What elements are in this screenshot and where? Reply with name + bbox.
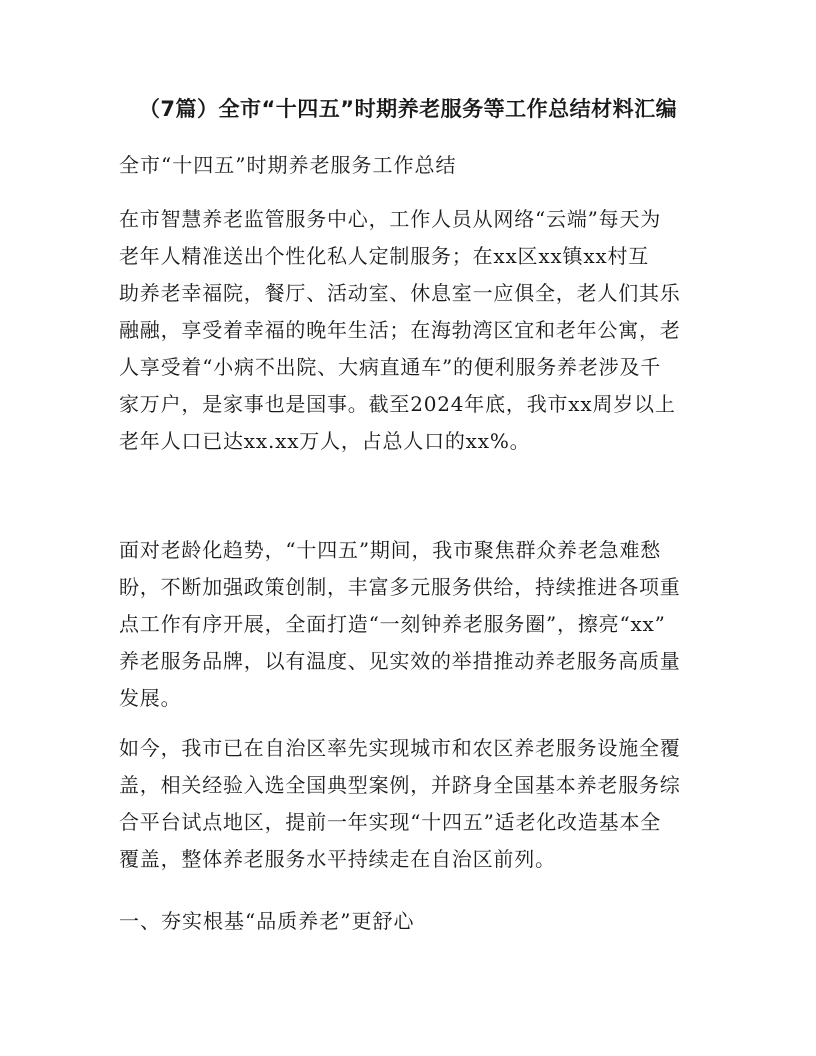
paragraph-line: 盼，不断加强政策创制，丰富多元服务供给，持续推进各项重 — [119, 575, 681, 599]
paragraph-3 — [119, 730, 699, 878]
paragraph-line: 老年人口已达xx.xx万人，占总人口的xx%。 — [119, 429, 531, 453]
paragraph-line: 融融，享受着幸福的晚年生活；在海勃湾区宜和老年公寓，老 — [119, 318, 681, 342]
paragraph-line: 盖，相关经验入选全国典型案例，并跻身全国基本养老服务综 — [119, 773, 681, 797]
paragraph-line: 如今，我市已在自治区率先实现城市和农区养老服务设施全覆 — [119, 736, 681, 760]
paragraph-line: 养老服务品牌，以有温度、见实效的举措推动养老服务高质量 — [119, 649, 681, 673]
paragraph-line: 覆盖，整体养老服务水平持续走在自治区前列。 — [119, 847, 556, 871]
document-title: （7篇）全市“十四五”时期养老服务等工作总结材料汇编 — [138, 97, 678, 121]
paragraph-2 — [119, 532, 699, 717]
paragraph-line: 合平台试点地区，提前一年实现“十四五”适老化改造基本全 — [119, 810, 662, 834]
paragraph-line: 点工作有序开展，全面打造“一刻钟养老服务圈”，擦亮“xx” — [119, 612, 666, 636]
paragraph-line: 老年人精准送出个性化私人定制服务；在xx区xx镇xx村互 — [119, 244, 650, 268]
paragraph-line: 人享受着“小病不出院、大病直通车”的便利服务养老涉及千 — [119, 355, 662, 379]
paragraph-line: 发展。 — [119, 686, 182, 710]
paragraph-1 — [119, 201, 699, 460]
document-subtitle: 全市“十四五”时期养老服务工作总结 — [119, 153, 457, 177]
paragraph-line: 在市智慧养老监管服务中心，工作人员从网络“云端”每天为 — [119, 207, 662, 231]
paragraph-line: 助养老幸福院，餐厅、活动室、休息室一应俱全，老人们其乐 — [119, 281, 681, 305]
paragraph-line: 家万户，是家事也是国事。截至2024年底，我市xx周岁以上 — [119, 392, 676, 416]
section-heading: 一、夯实根基“品质养老”更舒心 — [119, 909, 415, 933]
paragraph-line: 面对老龄化趋势，“十四五”期间，我市聚焦群众养老急难愁 — [119, 538, 662, 562]
